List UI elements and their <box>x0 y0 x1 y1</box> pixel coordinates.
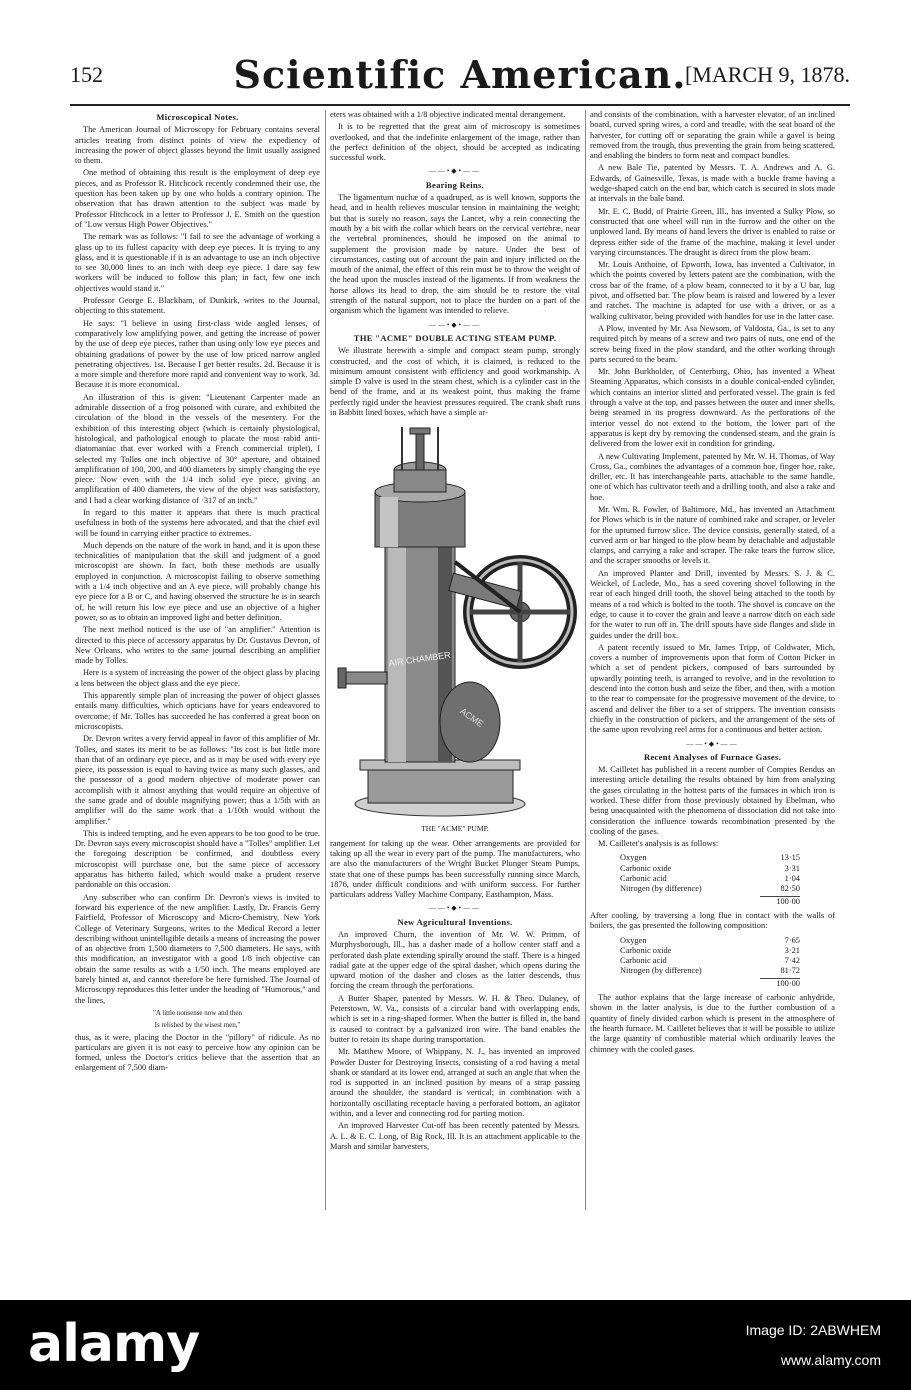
site-url: www.alamy.com <box>780 1352 881 1368</box>
article-title-reins: Bearing Reins. <box>425 179 485 190</box>
column-1 <box>75 110 320 1210</box>
gas-value: 81·72 <box>780 966 800 976</box>
masthead: Scientific American. <box>233 52 687 97</box>
quote-line: "A little nonsense now and then <box>153 1008 242 1017</box>
pump-caption: THE "ACME" PUMP. <box>421 824 489 834</box>
paragraph: A Butter Shaper, patented by Messrs. W. H. & Theo. Dulaney, of Peterstown, W. Va., consists of a circular band with overlapping ends, which is set in a ring-shaped former. When the butter is filled in, the band is caused to contract by a galvanized iron wire. The band enables the butter to retain its shape during transportation. <box>330 993 580 1044</box>
gas-value: 1·04 <box>784 874 800 884</box>
paragraph: and consists of the combination, with a harvester elevator, of an inclined board, curved spring wires, a cord and treadle, with the seat board of the harvester, for cutting off or separating the grain while a gavel is being removed from the trough, thus preventing the grain from being scattered, and enabling the binders to form neat and compact bundles. <box>590 110 835 161</box>
table-row <box>620 956 800 966</box>
gas-value: 7·65 <box>784 935 800 945</box>
table-row <box>620 884 800 894</box>
table-total: 100·00 <box>760 978 800 989</box>
paragraph: Mr. Louis Anthoine, of Epworth, Iowa, has invented a Cultivator, in which the points covered by letters patent are the combination, with the cross bar of the frame, of a plow beam, connected to it by a U bar, lug pivot, and offsetted bar. The plow beam is raised and lowered by a lever and ratchet. The machine is adapted for use with a driver, or as a walking cultivator, being provided with handles for use in the latter case. <box>590 260 835 321</box>
steam-pump-engraving <box>330 422 580 822</box>
paragraph: This apparently simple plan of increasing the power of object glasses entails many difficulties, which opticians have for years endeavored to overcome; if Mr. Tolles has succeeded he has conferred a great boon on microscopists. <box>75 691 320 731</box>
paragraph: Much depends on the nature of the work in hand, and it is upon these technicalities of manipulation that the skill and judgment of a good microscopist are shown. In fact, both these methods are usually employed in conjunction. A microscopist failing to observe something with a 1/4 inch objective and an A eye piece, will probably change his eye piece for a B or C, and having observed the structure he is in search of, he will return his low eye piece and use an objective of a higher power, so as to obtain an improved light and better definition. <box>75 540 320 622</box>
paragraph: In regard to this matter it appears that there is much practical usefulness in both of the systems here advocated, and that the chief evil will be found in carrying either practice to extremes. <box>75 507 320 538</box>
gas-name: Carbonic acid <box>620 956 667 966</box>
section-ornament: ——•◆•—— <box>428 904 482 913</box>
paragraph: Mr. E. C. Budd, of Prairie Green, Ill., has invented a Sulky Plow, so constructed that one wheel will run in the furrow and the other on the unplowed land. By means of hand levers the driver is enabled to raise or depress either side of the frame of the machine, making it level under varying circumstances. The draught is direct from the plow beam. <box>590 206 835 257</box>
paragraph: A patent recently issued to Mr. James Tripp, of Coldwater, Mich, covers a number of improvements upon that form of Cotton Picker in which a set of pendent pickers, composed of bars surrounded by upwardly pointing teeth, is arranged to revolve, and in the revolution to descend into the cotton bush and seize the fiber, and then, with a motion to the rear to compensate for the progressive movement of the device, to ascend and deliver the fiber to a set of strippers. The invention consists chiefly in the construction of pickers, and the arrangement of the sets of the same upon revolving reel arms for a continuous and better action. <box>590 642 835 735</box>
gas-name: Carbonic acid <box>620 874 667 884</box>
section-ornament: ——•◆•—— <box>428 167 482 176</box>
table-row <box>620 853 800 863</box>
table-row <box>620 936 800 946</box>
paragraph: The remark was as follows: "I fail to see the advantage of working a glass up to its fullest capacity with deep eye pieces. It is trying to any glass, and it is questionable if it is an advantage to use an inch objective to see 30,000 lines to an inch with deep eye piece. I dare say few workers will be induced to follow this plan; in fact, few one inch objectives would stand it." <box>75 232 320 293</box>
table-row <box>620 874 800 884</box>
gas-value: 82·50 <box>780 884 800 894</box>
pump-illustration <box>330 422 580 822</box>
quote-line: Is relished by the wisest men," <box>154 1021 241 1030</box>
paragraph: We illustrate herewith a simple and compact steam pump, strongly constructed, and the cost of which, it is claimed, is reduced to the minimum amount consistent with efficiency and good workmanship. A simple D valve is used in the steam chest, which is a cylinder cast in the bend of the frame, and at its weakest point, thus making the frame perfectly rigid under the heaviest pressures required. The crank shaft runs in Babbitt lined boxes, which have a simple ar- <box>330 346 580 418</box>
header-rule <box>70 104 850 106</box>
section-ornament: ——•◆•—— <box>686 739 739 748</box>
paragraph: One method of obtaining this result is the employment of deep eye pieces, and as Professor R. Hitchcock recently condemned their use, the question has been taken up by one who holds a contrary opinion. The observation that has drawn attention to the subject was made by Professor Hitchcock in a letter to Professor J. E. Smith on the question of "Low versus High Power Objectives." <box>75 168 320 229</box>
gas-value: 7·42 <box>784 956 800 966</box>
column-divider <box>585 110 586 1210</box>
gas-name: Carbonic oxide <box>620 863 672 873</box>
watermark-bar <box>0 1300 911 1390</box>
paragraph: Dr. Devron writes a very fervid appeal in favor of this amplifier of Mr. Tolles, and states its merit to be as follows: "Its cost is but little more than that of an ordinary eye piece, and as it may be used with every eye piece, its possession is equal to having twice as many such glasses, and the possessor of a good modern objective of moderate power can accomplish with it almost anything that would require an objective of the same grade and of double magnifying power; thus a 1/5th with an amplifier will do the same work that a 1/10th would without the amplifier." <box>75 734 320 826</box>
paragraph: A new Bale Tie, patented by Messrs. T. A. Andrews and A. G. Edwards, of Gainesville, Texas, is made with a buckle frame having a wedge-shaped catch on the end bar, which catch is secured in slots made at intervals in the bale band. <box>590 163 835 204</box>
issue-date: [MARCH 9, 1878. <box>684 62 850 87</box>
paragraph: The ligamentum nuchæ of a quadruped, as is well known, supports the head, and in health relieves muscular tension in maintaining the weight; but that is surely no reason, says the Lancet, why a rein connecting the mouth by a bit with the collar which bears on the cervical vertebræ, near the vertebral prominences, should be imposed on the animal to supplement the provision made by nature. Under the best of circumstances, casting out of account the pain and injury inflicted on the mouth of the animal, the effect of this rein must be to throw the weight of the head upon the muscles instead of the ligaments. If from weakness the horse allows its head to drop, the aim should be to restore the vital strength of the natural support, not to place the burden on a part of the organism which the ligament was intended to relieve. <box>330 193 580 316</box>
paragraph: Here is a system of increasing the power of the object glass by placing a lens between the object glass and the eye piece. <box>75 668 320 688</box>
article-title-acme: THE "ACME" DOUBLE ACTING STEAM PUMP. <box>353 332 557 343</box>
paragraph: The American Journal of Microscopy for February contains several articles treating from distinct points of view the expediency of increasing the power of object glasses beyond the limit usually assigned to them. <box>75 125 320 166</box>
paragraph: thus, as it were, placing the Doctor in the "pillory" of ridicule. As no particulars are given it is not easy to perceive how any opinion can be formed, unless the Doctor's critics believe that the assertion that an enlargement of 7,500 diam- <box>75 1032 320 1073</box>
paragraph: A new Cultivating Implement, patented by Mr. W. H. Thomas, of Way Cross, Ga., combines the advantages of a common hoe, finger hoe, rake, driller, etc. It has interchangeable parts, attachable to the same handle, one of which has cultivator teeth and a drilling tooth, and also a rake and hoe. <box>590 451 835 502</box>
alamy-logo: alamy <box>28 1314 200 1374</box>
paragraph: Mr. John Burkholder, of Centerburg, Ohio, has invented a Wheat Steaming Apparatus, which consists in a double conical-ended cylinder, which contains an interior slitted and perforated vessel. The grain is fed through a valve at the top, and passes between the outer and inner shells, being steamed in its progress downward. As the perforations of the interior vessel do not extend to the bottom, the lower part of the apparatus is kept dry by removing the condensed steam, and the grain is delivered from the lower exit in condition for grinding. <box>590 367 835 449</box>
section-ornament: ——•◆•—— <box>428 320 482 329</box>
paragraph: After cooling, by traversing a long flue in contact with the walls of boilers, the gas presented the following composition: <box>590 910 835 931</box>
gas-name: Carbonic oxide <box>620 945 672 955</box>
paragraph: M. Cailletet's analysis is as follows: <box>598 839 719 849</box>
column-3 <box>590 110 835 1210</box>
paragraph: M. Cailletet has published in a recent number of Comptes Rendus an interesting article detailing the results obtained by him from analyzing the gases circulating in the hottest parts of the furnaces in which iron is worked. These differ from those previously obtained by Ebelman, who being unacquainted with the phenomena of dissociation did not take into consideration the influence towards recombination presented by the cooling of the gases. <box>590 765 835 836</box>
paragraph: The author explains that the large increase of carbonic anhydride, shown in the latter analysis, is due to the further combustion of a quantity of finely divided carbon which is present in the atmosphere of the hearth furnace. M. Cailletet believes that it will be possible to utilize the large quantity of combustible material which ordinarily leaves the chimney with the cooled gases. <box>590 993 835 1054</box>
paragraph: eters was obtained with a 1/8 objective indicated mental derangement. <box>330 110 566 119</box>
gas-name: Oxygen <box>620 935 647 945</box>
table-total: 100·00 <box>760 896 800 907</box>
paragraph: Professor George E. Blackham, of Dunkirk, writes to the Journal, objecting to this statement. <box>75 296 320 316</box>
article-title-furnace: Recent Analyses of Furnace Gases. <box>643 751 782 762</box>
pump-label-acme: ACME <box>458 706 486 730</box>
paragraph: The next method noticed is the use of "an amplifier." Attention is directed to this piece of accessory apparatus by Dr. Gustavus Devron, of New Orleans, who writes to the same journal describing an amplifier made by Tolles. <box>75 625 320 666</box>
analysis-table-2 <box>620 936 800 989</box>
image-id: Image ID: 2ABWHEM <box>745 1322 881 1338</box>
gas-name: Oxygen <box>620 853 647 863</box>
column-divider <box>325 110 326 1210</box>
column-2 <box>330 110 580 1210</box>
article-title-agricultural: New Agricultural Inventions. <box>397 916 513 927</box>
article-title-microscopical: Microscopical Notes. <box>156 112 239 122</box>
gas-value: 3·21 <box>784 945 800 955</box>
paragraph: An improved Churn, the invention of Mr. W. W. Primm, of Murphysborough, Ill., has a dasher made of a hollow center staff and a perforated dash plate extending spirally around the staff. There is a hinged radial gate at the upper edge of the spiral dasher, which opens during the upward motion of the dasher and closes as the latter descends, thus forcing the cream through the perforations. <box>330 929 580 991</box>
paragraph: Mr. Wm. R. Fowler, of Baltimore, Md., has invented an Attachment for Plows which is in the nature of combined rake and scraper, or leveler for the upturned furrow slice. The device consists, generally stated, of a curved arm or bar hinged to the plow beam by detachable and adjustable clamps, and carrying a rake and scraper. The rake tears the furrow slice, and the scraper smooths or levels it. <box>590 504 835 566</box>
paragraph: Mr. Matthew Moore, of Whippany, N. J., has invented an improved Powder Duster for Destroying Insects, consisting of a rod having a metal shank or standard at its lower end, arranged at such an angle that when the rod is supported in an inclined position by means of a strap passing around the shoulder, the standard is vertical; in combination with a horizontally oscillating receptacle having a perforated bottom, an agitator within, and a lever and connecting rod for parting motion. <box>330 1047 580 1119</box>
gas-value: 13·15 <box>780 853 800 863</box>
paragraph: He says: "I believe in using first-class wide angled lenses, of comparatively low amplifying power, and getting the increase of power by the use of deep eye pieces, rather than using only low eye pieces and obtaining gradations of power by the use of low priced narrow angled penetrating objectives. 1st. Because I get better results. 2d. Because it is a more simple and therefore more rapid and convenient way to work. 3d. Because it is more economical. <box>75 318 320 390</box>
page-number: 152 <box>70 62 103 87</box>
paragraph: An improved Planter and Drill, invented by Messrs. S. J. & C. Weickel, of Laclede, Mo., has a seed covering shovel following in the rear of each hinged drill tooth, the shovel being attached to the tooth by means of a rod which is bolted to the tooth. The shovel is concave on the edge, to cause it to cover the grain and leave a narrow ditch on each side for the water to run off in. The drill spouts have side flanges and slide in guides under the drill box. <box>590 568 835 640</box>
gas-value: 3·31 <box>784 863 800 873</box>
table-row <box>620 966 800 976</box>
table-row <box>620 864 800 874</box>
paragraph: rangement for taking up the wear. Other arrangements are provided for taking up all the wear in every part of the pump. The manufacturers, who are also the manufacturers of the Wright Bucket Plunger Steam Pumps, state that one of these pumps has been successfully running since March, 1876, under difficult conditions and with uniform success. For further particulars address Valley Machine Company, Easthampton, Mass. <box>330 838 580 900</box>
paragraph: It is to be regretted that the great aim of microscopy is sometimes overlooked, and that the indefinite enlargement of the image, rather than the perfect definition of the object, should be accepted as indicating successful work. <box>330 122 580 163</box>
paragraph: Any subscriber who can confirm Dr. Devron's views is invited to forward his experience of the new amplifier. Lastly, Dr. Francis Gerry Fairfield, Professor of Microscopy and Micro-Chemistry, New York College of Veterinary Surgeons, writes to the Medical Record a letter describing without unintelligible details a means of increasing the power of an objective from 1,500 diameters to 7,500 diameters. He says, with this modification, an investigator with a good 1/8 inch objective can obtain the same results as with a 1/50 inch. The means employed are barely hinted at, and cannot therefore be here furnished. The Journal of Microscopy reproduces this letter under the heading of "Humorous," and the lines, <box>75 892 320 1005</box>
page-header <box>70 52 850 102</box>
table-row <box>620 946 800 956</box>
gas-name: Nitrogen (by difference) <box>620 884 702 894</box>
paragraph: An improved Harvester Cut-off has been recently patented by Messrs. A. L. & E. C. Long, of Big Rock, Ill. It is an attachment applicable to the Marsh and similar harvesters, <box>330 1121 580 1151</box>
analysis-table-1 <box>620 853 800 906</box>
gas-name: Nitrogen (by difference) <box>620 966 702 976</box>
paragraph: An illustration of this is given: "Lieutenant Carpenter made an admirable dissection of a frog poisoned with curare, and exhibited the circulation of the blood in the vessels of the mesentery. For the exhibition of this interesting object (which is certainly physiological, histological, and pathological enough to placate the most rabid anti-diatomaniac that ever worked with a French commercial triplet), I selected my Tolles one inch objective of 30° aperture, and obtained amplification of 100, 200, and 400 diameters by simply changing the eye piece. Now even with the 1/4 inch solid eye piece, giving an amplification of 400 diameters, the view of the object was satisfactory, and I had a clear working distance of ·317 of an inch." <box>75 392 320 505</box>
pump-label-air-chamber: AIR CHAMBER <box>387 650 452 669</box>
paragraph: A Plow, invented by Mr. Asa Newsom, of Valdosta, Ga., is set to any required pitch by means of a screw and two pairs of nuts, one end of the screw being fixed in the plow standard, and the other working through parts secured to the beam. <box>590 323 835 364</box>
paragraph: This is indeed tempting, and he even appears to be too good to be true. Dr. Devron says every microscopist should have a "Tolles" amplifier. Let the foregoing description be confirmed, and doubtless every microscopist will purchase one, but the same piece of accessory apparatus has hitherto failed, which would make a prudent reserve pardonable on this occasion. <box>75 828 320 890</box>
